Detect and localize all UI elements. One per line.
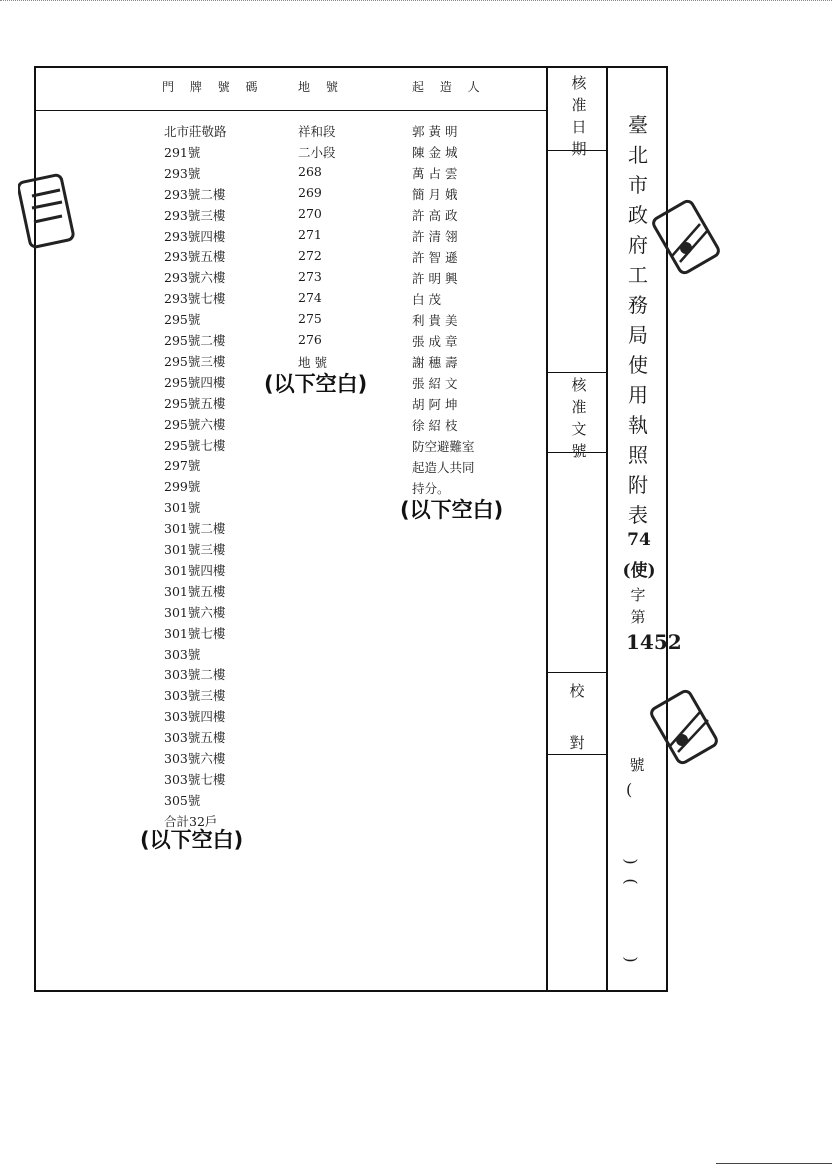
header-rule [34, 110, 546, 111]
lot-row: 地 號 [298, 355, 327, 370]
side-approval-date: 核准日期 [571, 74, 587, 158]
lot-row: 274 [298, 290, 322, 305]
address-row: 291號 [164, 144, 201, 160]
address-row: 293號五樓 [164, 249, 226, 265]
address-row: 297號 [164, 458, 201, 474]
address-row: 293號三樓 [164, 207, 226, 223]
paren-4: ) [621, 956, 641, 963]
address-row: 293號六樓 [164, 270, 226, 286]
header-lot: 地 號 [298, 80, 344, 94]
side-proofread-2: 對 [569, 734, 585, 752]
address-row: 北市莊敬路 [164, 124, 227, 139]
address-row: 303號 [164, 646, 201, 662]
table-frame [34, 66, 682, 992]
license-char: 字第 [630, 586, 646, 626]
lot-row: 270 [298, 206, 322, 221]
builder-row: 張 成 章 [412, 334, 458, 349]
lot-row: 祥和段 [298, 124, 336, 139]
address-row: 293號 [164, 165, 201, 181]
header-address: 門 牌 號 碼 [162, 80, 264, 94]
address-row: 295號六樓 [164, 416, 226, 432]
builder-row: 許 明 興 [412, 271, 458, 286]
lot-row: 272 [298, 248, 322, 263]
lot-row: 269 [298, 185, 322, 200]
address-row: 301號三樓 [164, 542, 226, 557]
seal-stamp-bottom [648, 684, 728, 776]
address-row: 301號七樓 [164, 625, 226, 641]
address-row: 301號二樓 [164, 521, 226, 537]
builder-row: 胡 阿 坤 [412, 397, 458, 412]
builder-row: 郭 黃 明 [412, 124, 458, 139]
address-row: 299號 [164, 479, 201, 495]
builder-row: 利 貴 美 [412, 313, 458, 328]
builder-row: 起造人共同 [412, 460, 475, 475]
lot-row: 276 [298, 332, 322, 347]
address-row: 合計32戶 [164, 813, 218, 829]
address-row: 303號七樓 [164, 771, 226, 787]
builder-row: 許 高 政 [412, 208, 458, 223]
address-row: 295號五樓 [164, 395, 226, 411]
seal-stamp-top [650, 196, 726, 284]
side-rule-5 [546, 754, 606, 755]
address-row: 301號 [164, 500, 201, 516]
paren-1: ( [626, 780, 633, 799]
paren-3: ( [621, 878, 641, 885]
address-row: 303號六樓 [164, 751, 226, 766]
builder-row: 許 智 遜 [412, 250, 458, 265]
builder-row: 許 清 翎 [412, 229, 458, 244]
form-title: 臺北市政府工務局使用執照附表 [628, 113, 648, 527]
blank-note-lot: (以下空白) [264, 372, 368, 396]
address-row: 303號三樓 [164, 688, 226, 704]
address-row: 293號七樓 [164, 291, 226, 307]
side-proofread-1: 校 [569, 682, 585, 700]
builder-row: 陳 金 城 [412, 145, 458, 160]
builder-row: 防空避難室 [412, 439, 475, 454]
lot-row: 273 [298, 269, 322, 284]
address-row: 295號三樓 [164, 353, 226, 369]
side-rule-4 [546, 672, 606, 673]
address-row: 301號六樓 [164, 604, 226, 620]
scan-edge-top [0, 0, 832, 5]
scan-edge-bottom [716, 1163, 832, 1164]
address-row: 301號四樓 [164, 562, 226, 578]
side-approval-number: 核准文號 [571, 376, 587, 460]
paren-2: ) [621, 858, 641, 865]
builder-row: 簡 月 娥 [412, 187, 458, 202]
blank-note-address: (以下空白) [140, 828, 244, 852]
address-row: 295號七樓 [164, 437, 226, 453]
address-row: 295號四樓 [164, 374, 226, 390]
builder-row: 張 紹 文 [412, 376, 458, 391]
address-row: 303號四樓 [164, 709, 226, 725]
address-row: 293號二樓 [164, 186, 226, 202]
blank-note-builder: (以下空白) [400, 498, 504, 522]
lot-row: 271 [298, 227, 322, 242]
address-row: 301號五樓 [164, 583, 226, 599]
license-suffix: 號 [629, 756, 645, 774]
header-builder: 起 造 人 [412, 80, 486, 94]
seal-stamp-left [18, 172, 76, 252]
lot-row: 268 [298, 164, 322, 179]
lot-row: 275 [298, 311, 322, 326]
builder-row: 徐 紹 枝 [412, 418, 458, 433]
license-number: 1452 [626, 630, 682, 654]
license-type: (使) [622, 561, 656, 581]
divider-main [546, 66, 548, 992]
address-row: 295號 [164, 312, 201, 328]
divider-title [606, 66, 608, 992]
lot-row: 二小段 [298, 145, 336, 160]
address-row: 305號 [164, 792, 201, 808]
address-row: 295號二樓 [164, 333, 226, 348]
address-row: 303號五樓 [164, 730, 226, 746]
license-year: 74 [627, 530, 651, 550]
side-rule-2 [546, 372, 606, 373]
builder-row: 萬 占 雲 [412, 166, 458, 181]
address-row: 303號二樓 [164, 667, 226, 683]
builder-row: 持分。 [412, 481, 450, 496]
builder-row: 白 茂 [412, 292, 441, 307]
address-row: 293號四樓 [164, 228, 226, 244]
builder-row: 謝 穗 壽 [412, 355, 458, 370]
